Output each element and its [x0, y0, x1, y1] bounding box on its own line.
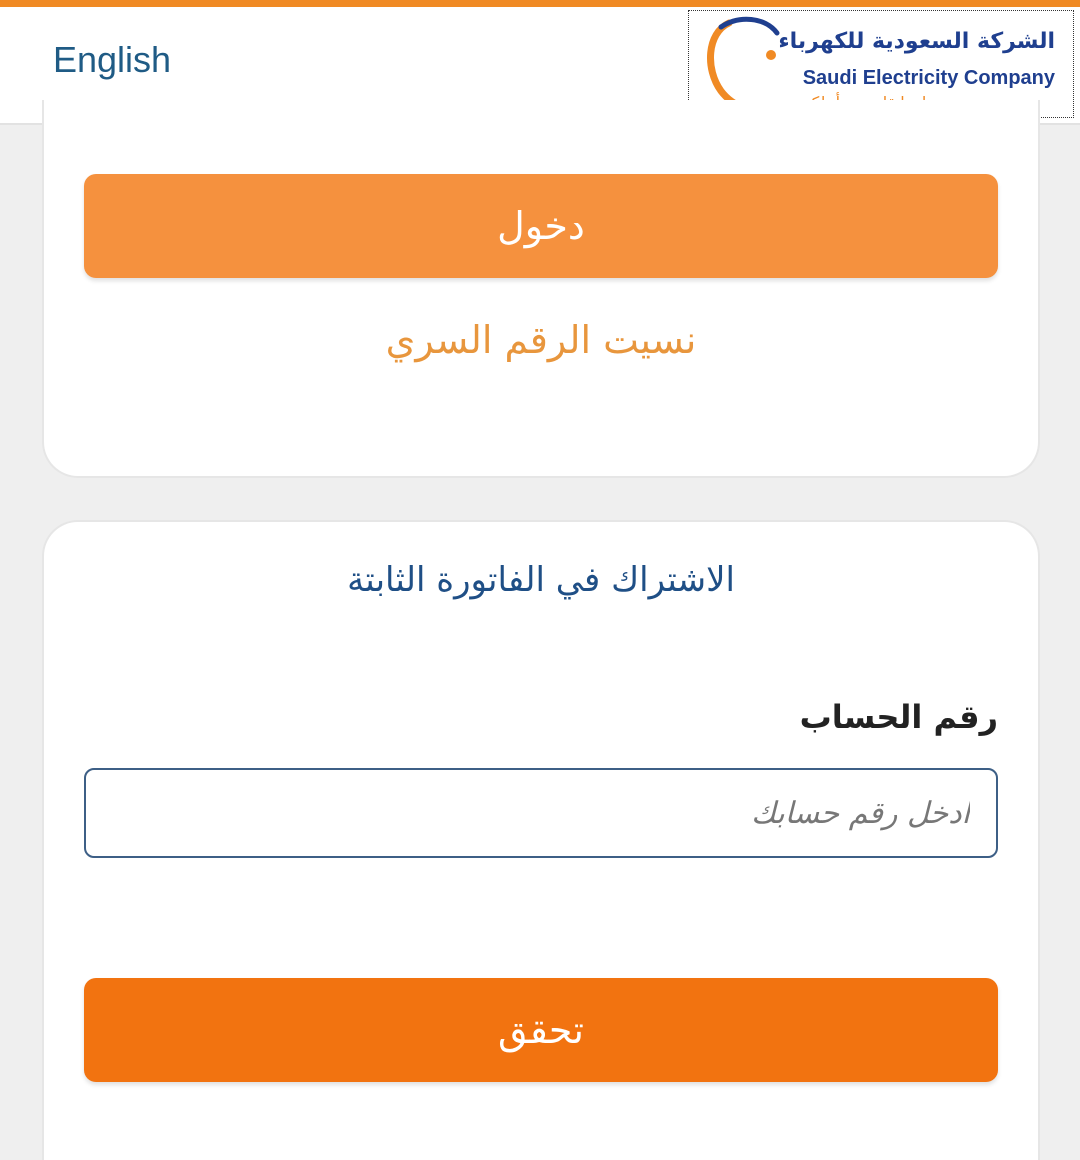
- login-card: [42, 100, 1040, 478]
- top-accent-bar: [0, 0, 1080, 7]
- account-number-label: رقم الحساب: [799, 698, 998, 736]
- login-button[interactable]: دخول: [84, 174, 998, 278]
- verify-button[interactable]: تحقق: [84, 978, 998, 1082]
- forgot-password-link[interactable]: نسيت الرقم السري: [385, 318, 697, 362]
- logo-english-name: Saudi Electricity Company: [802, 67, 1055, 89]
- account-number-input[interactable]: [84, 768, 998, 858]
- fixed-bill-title: الاشتراك في الفاتورة الثابتة: [347, 560, 735, 600]
- language-switch-link[interactable]: English: [53, 39, 172, 80]
- logo-arabic-name: الشركة السعودية للكهرباء: [778, 29, 1055, 54]
